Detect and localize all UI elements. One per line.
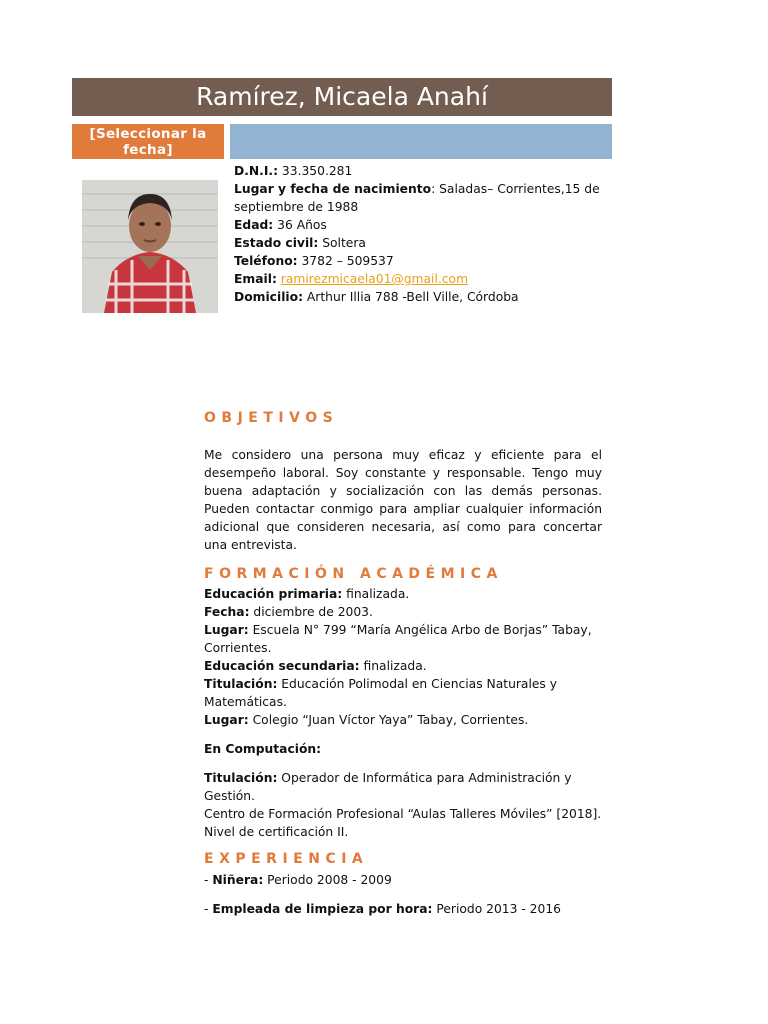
- computacion-label: En Computación:: [204, 742, 322, 756]
- titulacion-computacion-row: Titulación: Operador de Informática para Administración y Gestión.: [204, 771, 572, 803]
- phone-row: Teléfono: 3782 – 509537: [234, 254, 394, 268]
- objetivos-text: Me considero una persona muy eficaz y eficiente para el desempeño laboral. Soy constante y responsable. Tengo muy buena adaptación y socialización con las demás personas. Pueden contactar conmigo para ampliar cualquier información adicional que consideren necesaria, así como para concertar una entrevista.: [204, 448, 602, 552]
- personal-info: [234, 162, 614, 306]
- birth-row: Lugar y fecha de nacimiento: Saladas– Corrientes,15 de septiembre de 1988: [234, 182, 600, 214]
- formacion-heading: FORMACIÓN ACADÉMICA: [204, 566, 503, 582]
- experiencia-block: [204, 871, 604, 918]
- dni-row: D.N.I.: 33.350.281: [234, 164, 353, 178]
- age-row: Edad: 36 Años: [234, 218, 327, 232]
- formacion-block: [204, 585, 604, 841]
- objetivos-heading: OBJETIVOS: [204, 410, 339, 426]
- civil-status-row: Estado civil: Soltera: [234, 236, 366, 250]
- nivel-row: Nivel de certificación II.: [204, 825, 349, 839]
- lugar-secundaria-row: Lugar: Colegio “Juan Víctor Yaya” Tabay, Corrientes.: [204, 713, 529, 727]
- titulacion-secundaria-row: Titulación: Educación Polimodal en Ciencias Naturales y Matemáticas.: [204, 677, 558, 709]
- profile-photo-image: [82, 180, 218, 313]
- address-row: Domicilio: Arthur Illia 788 -Bell Ville, Córdoba: [234, 290, 519, 304]
- email-link[interactable]: ramirezmicaela01@gmail.com: [280, 272, 469, 286]
- lugar-primaria-row: Lugar: Escuela N° 799 “María Angélica Arbo de Borjas” Tabay, Corrientes.: [204, 623, 592, 655]
- secundaria-row: Educación secundaria: finalizada.: [204, 659, 427, 673]
- fecha-row: Fecha: diciembre de 2003.: [204, 605, 373, 619]
- experiencia-heading: EXPERIENCIA: [204, 851, 369, 867]
- email-row: Email: ramirezmicaela01@gmail.com: [234, 272, 469, 286]
- experiencia-item: - Niñera: Periodo 2008 - 2009: [204, 873, 392, 887]
- name-header: Ramírez, Micaela Anahí: [72, 78, 612, 116]
- date-placeholder: [Seleccionar la fecha]: [89, 125, 207, 158]
- primaria-row: Educación primaria: finalizada.: [204, 587, 410, 601]
- profile-photo: [82, 180, 218, 313]
- experiencia-item: - Empleada de limpieza por hora: Periodo 2013 - 2016: [204, 902, 561, 916]
- centro-row: Centro de Formación Profesional “Aulas Talleres Móviles” [2018].: [204, 807, 602, 821]
- date-selector[interactable]: [72, 124, 224, 159]
- decorative-bar: [230, 124, 612, 159]
